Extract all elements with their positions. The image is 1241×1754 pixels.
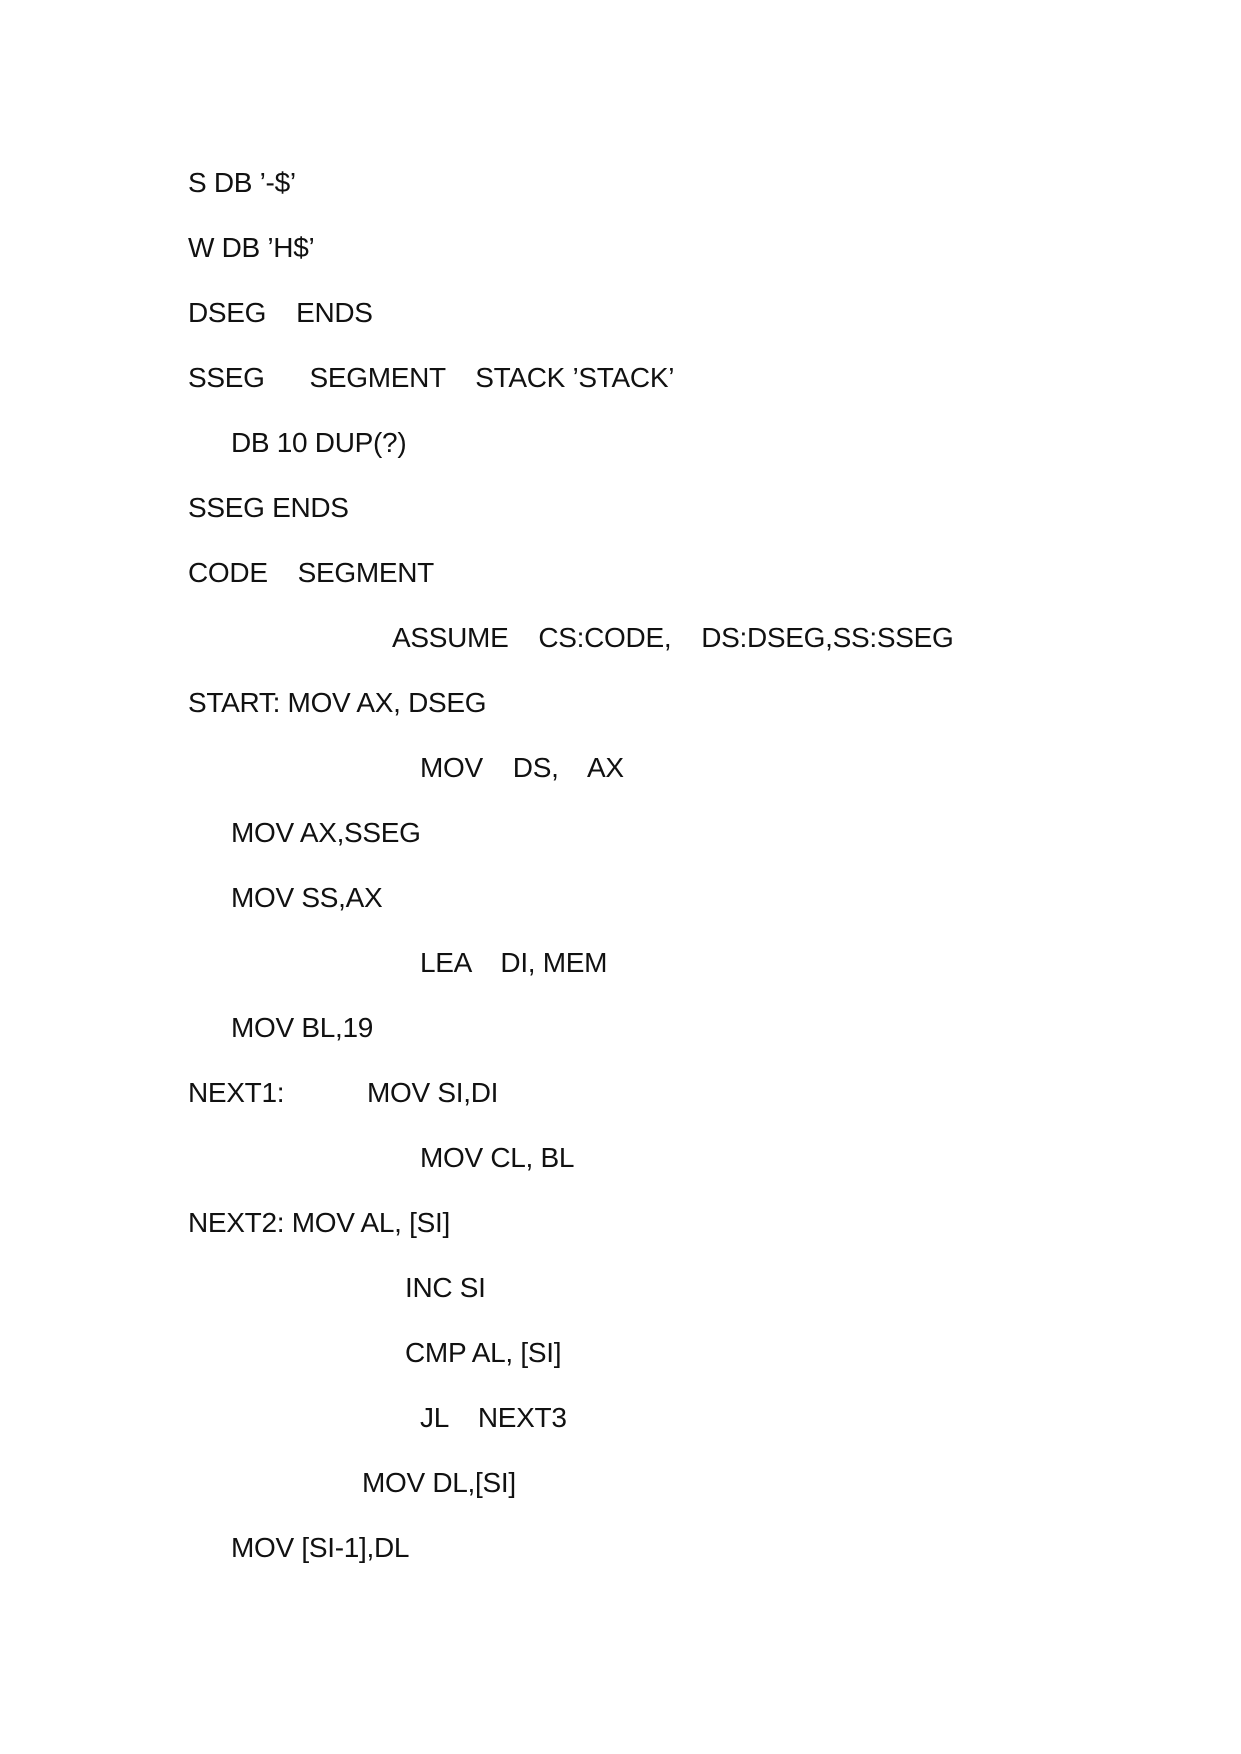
code-line-cmp: CMP AL, [SI] xyxy=(405,1337,562,1368)
code-line-s-db: S DB ’-$’ xyxy=(188,167,296,198)
code-line-mov-bl: MOV BL,19 xyxy=(231,1012,374,1043)
code-line-code-segment: CODE SEGMENT xyxy=(188,557,434,588)
code-line-next1-label: NEXT1: xyxy=(188,1077,285,1108)
code-line-jl: JL NEXT3 xyxy=(420,1402,567,1433)
code-line-start: START: MOV AX, DSEG xyxy=(188,687,487,718)
code-line-assume: ASSUME CS:CODE, DS:DSEG,SS:SSEG xyxy=(392,622,954,653)
code-line-sseg-segment: SSEG SEGMENT STACK ’STACK’ xyxy=(188,362,675,393)
code-line-mov-si-minus-1: MOV [SI-1],DL xyxy=(231,1532,410,1563)
code-line-dseg-ends: DSEG ENDS xyxy=(188,297,373,328)
code-line-mov-ss: MOV SS,AX xyxy=(231,882,383,913)
code-line-mov-cl: MOV CL, BL xyxy=(420,1142,575,1173)
code-line-mov-ax-sseg: MOV AX,SSEG xyxy=(231,817,421,848)
code-line-lea: LEA DI, MEM xyxy=(420,947,608,978)
code-line-inc-si: INC SI xyxy=(405,1272,486,1303)
code-line-mov-si-di: MOV SI,DI xyxy=(367,1077,499,1108)
code-line-w-db: W DB ’H$’ xyxy=(188,232,315,263)
code-line-mov-ds: MOV DS, AX xyxy=(420,752,624,783)
code-line-db-dup: DB 10 DUP(?) xyxy=(231,427,407,458)
code-line-sseg-ends: SSEG ENDS xyxy=(188,492,349,523)
code-line-mov-dl: MOV DL,[SI] xyxy=(362,1467,516,1498)
code-line-next2: NEXT2: MOV AL, [SI] xyxy=(188,1207,450,1238)
